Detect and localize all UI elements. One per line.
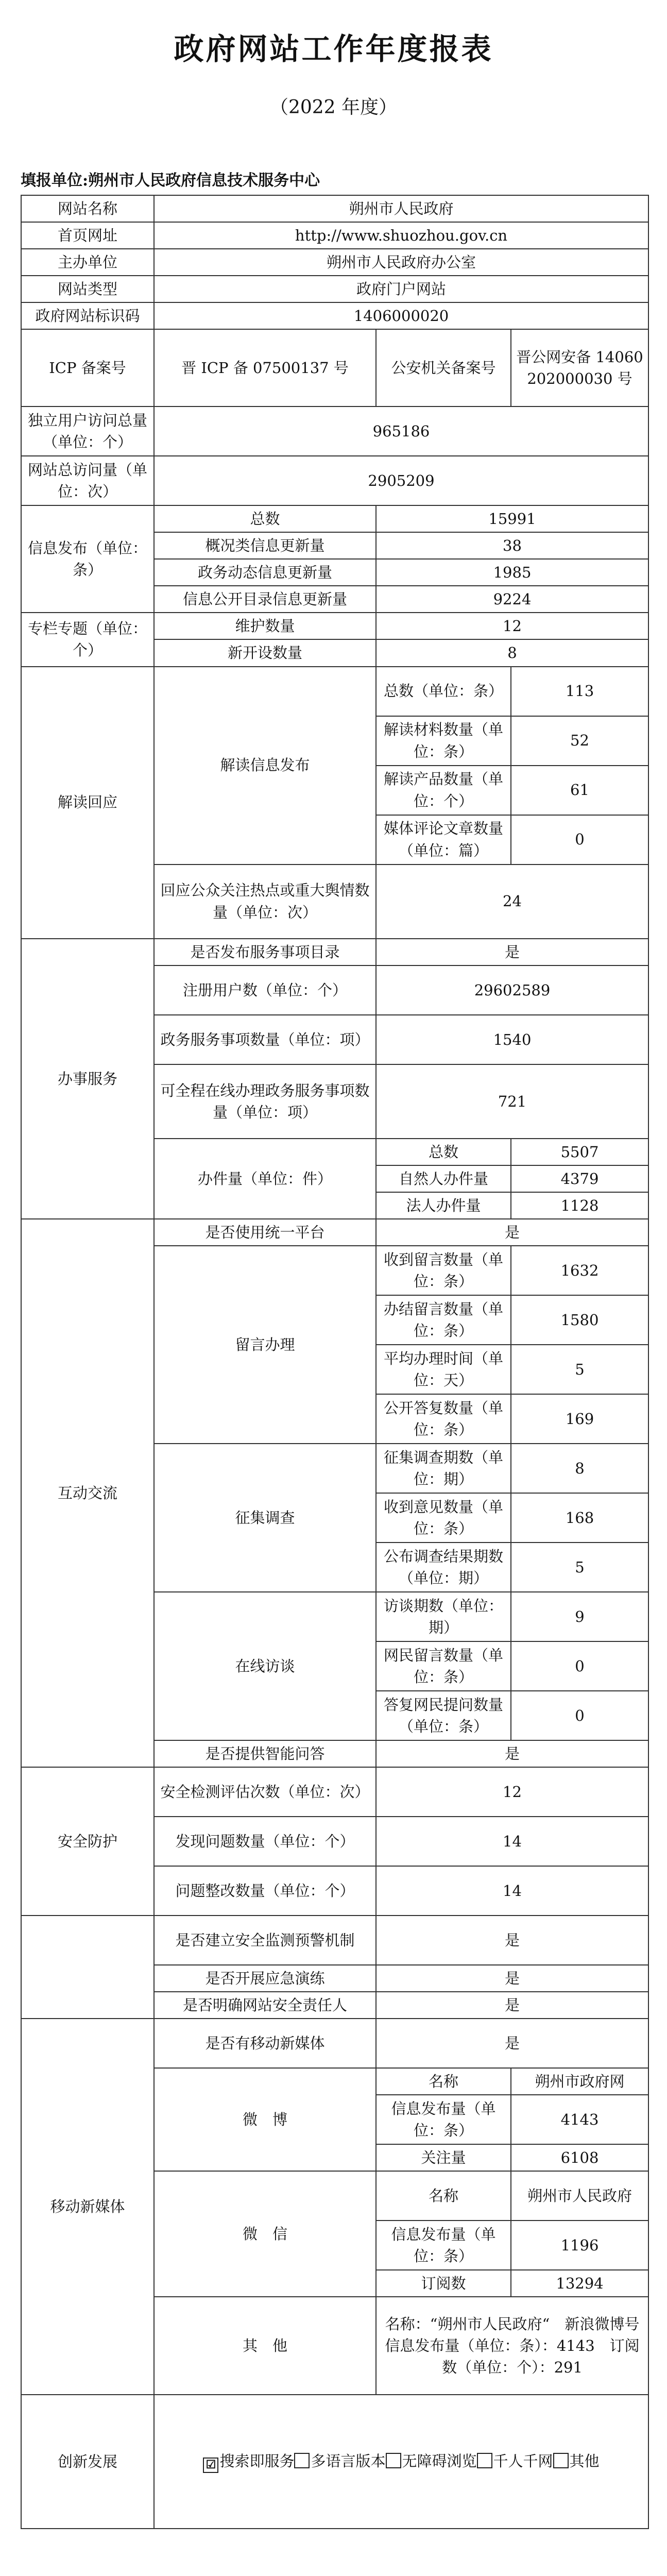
sec-fixed-value: 14 [376,1866,648,1916]
interview-periods-label: 访谈期数（单位：期） [376,1592,511,1641]
handle-total-label: 总数 [376,1139,511,1165]
interpret-media-label: 媒体评论文章数量（单位：篇） [376,815,511,865]
wechat-posts-label: 信息发布量（单位：条） [376,2221,511,2270]
option-accessibility[interactable] [386,2452,477,2470]
option-other[interactable] [553,2452,600,2470]
sec-tests-value: 12 [376,1767,648,1817]
interview-msgs-label: 网民留言数量（单位：条） [376,1641,511,1691]
row-sec-tests [21,1767,648,1817]
report-year: （2022 年度） [269,97,398,118]
report-title: 政府网站工作年度报表 [174,31,493,66]
msg-public-value: 169 [511,1394,648,1444]
option-label: 千人千网 [493,2452,553,2470]
row-sponsor [21,249,648,276]
row-pv [21,456,648,505]
survey-results-value: 5 [511,1543,648,1592]
row-topics-maintain [21,613,648,639]
topics-section-label: 专栏专题（单位：个） [21,613,154,666]
sec-monitor-label: 是否建立安全监测预警机制 [154,1916,376,1965]
smart-qa-value: 是 [376,1740,648,1767]
row-site-type [21,276,648,302]
handle-label: 办件量（单位：件） [154,1139,376,1219]
report-table [21,195,655,2529]
message-sub-label: 留言办理 [154,1246,376,1444]
sec-duty-value: 是 [376,1992,648,2019]
homepage-value[interactable]: http://www.shuozhou.gov.cn [154,222,648,249]
weibo-name-value: 朔州市政府网 [511,2068,648,2095]
info-total-value: 15991 [376,505,648,532]
platform-label: 是否使用统一平台 [154,1219,376,1246]
checkbox-icon[interactable] [386,2453,401,2468]
row-media-has [21,2019,648,2068]
service-users-value: 29602589 [376,965,648,1015]
msg-avg-label: 平均办理时间（单位：天） [376,1345,511,1394]
site-type-label: 网站类型 [21,276,154,302]
msg-received-value: 1632 [511,1246,648,1295]
row-site-code [21,302,648,329]
interaction-section-label: 互动交流 [21,1219,154,1767]
other-sub-label: 其 他 [154,2297,376,2395]
info-total-label: 总数 [154,505,376,532]
topics-maintain-value: 12 [376,613,648,639]
police-value: 晋公网安备 14060202000030 号 [511,329,648,406]
sponsor-value: 朔州市人民政府办公室 [154,249,648,276]
sec-monitor-value: 是 [376,1916,648,1965]
row-info-total [21,505,648,532]
sec-fixed-label: 问题整改数量（单位：个） [154,1866,376,1916]
weibo-followers-value: 6108 [511,2144,648,2171]
info-overview-label: 概况类信息更新量 [154,532,376,559]
option-label: 多语言版本 [311,2452,386,2470]
site-code-value: 1406000020 [154,302,648,329]
interpret-sub-label: 解读信息发布 [154,667,376,865]
msg-done-value: 1580 [511,1295,648,1345]
interpret-response-value: 24 [376,865,648,939]
innovation-section-label: 创新发展 [21,2395,154,2529]
site-name-label: 网站名称 [21,195,154,222]
interview-answers-value: 0 [511,1691,648,1740]
info-dynamic-label: 政务动态信息更新量 [154,559,376,586]
weibo-name-label: 名称 [376,2068,511,2095]
filing-unit: 填报单位:朔州市人民政府信息技术服务中心 [21,172,320,190]
row-interpret-total [21,667,648,716]
interview-msgs-value: 0 [511,1641,648,1691]
wechat-subs-label: 订阅数 [376,2270,511,2297]
icp-value: 晋 ICP 备 07500137 号 [154,329,376,406]
interpret-material-label: 解读材料数量（单位：条） [376,716,511,766]
handle-natural-value: 4379 [511,1165,648,1192]
interview-answers-label: 答复网民提问数量（单位：条） [376,1691,511,1740]
media-has-value: 是 [376,2019,648,2068]
wechat-sub-label: 微 信 [154,2171,376,2297]
interpret-section-label: 解读回应 [21,667,154,939]
topics-maintain-label: 维护数量 [154,613,376,639]
service-catalog-label: 是否发布服务事项目录 [154,939,376,965]
option-multilingual[interactable] [294,2452,385,2470]
other-value: 名称：“朔州市人民政府“ 新浪微博号 信息发布量（单位：条）：4143 订阅数（单位：个）：291 [376,2297,648,2395]
msg-done-label: 办结留言数量（单位：条） [376,1295,511,1345]
pv-label: 网站总访问量（单位：次） [21,456,154,505]
interpret-product-value: 61 [511,766,648,815]
topics-new-value: 8 [376,639,648,666]
row-innovation [21,2395,648,2529]
uv-label: 独立用户访问总量（单位：个） [21,406,154,456]
handle-natural-label: 自然人办件量 [376,1165,511,1192]
service-catalog-value: 是 [376,939,648,965]
weibo-sub-label: 微 博 [154,2068,376,2171]
weibo-posts-label: 信息发布量（单位：条） [376,2095,511,2144]
interpret-product-label: 解读产品数量（单位：个） [376,766,511,815]
info-overview-value: 38 [376,532,648,559]
wechat-subs-value: 13294 [511,2270,648,2297]
option-label: 无障碍浏览 [402,2452,477,2470]
pv-value: 2905209 [154,456,648,505]
info-dynamic-value: 1985 [376,559,648,586]
option-personalized[interactable] [477,2452,553,2470]
interpret-total-label: 总数（单位：条） [376,667,511,716]
media-has-label: 是否有移动新媒体 [154,2019,376,2068]
msg-avg-value: 5 [511,1345,648,1394]
service-section-label: 办事服务 [21,939,154,1219]
interview-sub-label: 在线访谈 [154,1592,376,1740]
sec-duty-label: 是否明确网站安全责任人 [154,1992,376,2019]
checkbox-icon[interactable] [294,2453,310,2468]
sec-found-value: 14 [376,1817,648,1866]
service-users-label: 注册用户数（单位：个） [154,965,376,1015]
wechat-name-label: 名称 [376,2171,511,2221]
wechat-posts-value: 1196 [511,2221,648,2270]
site-type-value: 政府门户网站 [154,276,648,302]
survey-opinions-label: 收到意见数量（单位：条） [376,1493,511,1543]
sec-drill-value: 是 [376,1965,648,1992]
uv-value: 965186 [154,406,648,456]
handle-legal-label: 法人办件量 [376,1192,511,1219]
info-section-label: 信息发布（单位：条） [21,505,154,613]
weibo-posts-value: 4143 [511,2095,648,2144]
service-online-value: 721 [376,1064,648,1139]
row-platform [21,1219,648,1246]
interpret-total-value: 113 [511,667,648,716]
row-sec-monitor [21,1916,648,1965]
police-label: 公安机关备案号 [376,329,511,406]
wechat-name-value: 朔州市人民政府 [511,2171,648,2221]
homepage-label: 首页网址 [21,222,154,249]
info-public-value: 9224 [376,586,648,613]
row-uv [21,406,648,456]
msg-received-label: 收到留言数量（单位：条） [376,1246,511,1295]
option-search-service[interactable] [203,2452,294,2470]
sec-tests-label: 安全检测评估次数（单位：次） [154,1767,376,1817]
security-section-label: 安全防护 [21,1767,154,1916]
sponsor-label: 主办单位 [21,249,154,276]
handle-legal-value: 1128 [511,1192,648,1219]
msg-public-label: 公开答复数量（单位：条） [376,1394,511,1444]
row-service-catalog [21,939,648,965]
interpret-material-value: 52 [511,716,648,766]
checkbox-icon[interactable] [477,2453,492,2468]
service-online-label: 可全程在线办理政务服务事项数量（单位：项） [154,1064,376,1139]
checkbox-icon[interactable] [553,2453,569,2468]
site-name-value: 朔州市人民政府 [154,195,648,222]
row-icp [21,329,648,406]
row-site-name [21,195,648,222]
smart-qa-label: 是否提供智能问答 [154,1740,376,1767]
survey-periods-label: 征集调查期数（单位：期） [376,1444,511,1493]
option-label: 搜索即服务 [219,2452,295,2470]
media-section-label: 移动新媒体 [21,2019,154,2395]
service-items-label: 政务服务事项数量（单位：项） [154,1015,376,1064]
security-blank-cell [21,1916,154,2019]
service-items-value: 1540 [376,1015,648,1064]
innovation-options [154,2395,648,2529]
survey-sub-label: 征集调查 [154,1444,376,1592]
interpret-response-label: 回应公众关注热点或重大舆情数量（单位：次） [154,865,376,939]
sec-drill-label: 是否开展应急演练 [154,1965,376,1992]
option-label: 其他 [569,2452,600,2470]
platform-value: 是 [376,1219,648,1246]
icp-label: ICP 备案号 [21,329,154,406]
checkbox-icon[interactable]: ☑ [203,2458,218,2473]
weibo-followers-label: 关注量 [376,2144,511,2171]
handle-total-value: 5507 [511,1139,648,1165]
site-code-label: 政府网站标识码 [21,302,154,329]
survey-periods-value: 8 [511,1444,648,1493]
sec-found-label: 发现问题数量（单位：个） [154,1817,376,1866]
row-homepage [21,222,648,249]
interpret-media-value: 0 [511,815,648,865]
topics-new-label: 新开设数量 [154,639,376,666]
survey-opinions-value: 168 [511,1493,648,1543]
interview-periods-value: 9 [511,1592,648,1641]
info-public-label: 信息公开目录信息更新量 [154,586,376,613]
survey-results-label: 公布调查结果期数（单位：期） [376,1543,511,1592]
